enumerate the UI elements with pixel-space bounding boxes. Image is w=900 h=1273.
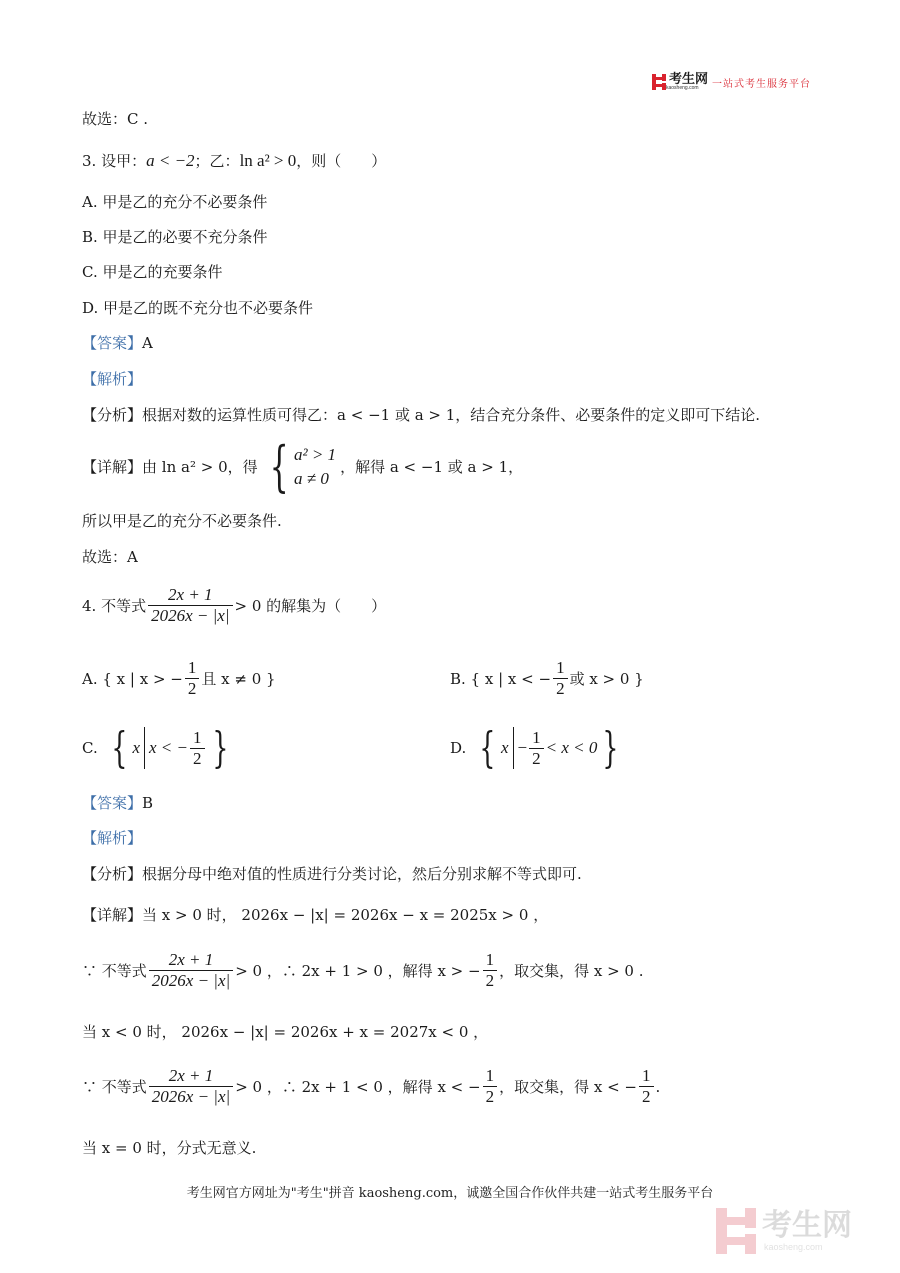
q4-opt-c-body: x < − xyxy=(149,738,188,757)
q4-detail-1 xyxy=(82,905,548,925)
half-num: 1 xyxy=(642,1066,651,1085)
q3-cond-a: a < −2 xyxy=(146,151,195,170)
q3-detail-b: ，解得 a < −1 或 a > 1， xyxy=(340,458,524,476)
q4-opt-d-body-a: − xyxy=(517,738,528,757)
logo-sub: kaosheng.com xyxy=(666,85,699,91)
kaosheng-logo-icon xyxy=(652,74,666,90)
fraction-denominator: 2026x − |x| xyxy=(149,1086,233,1107)
half-den: 2 xyxy=(483,970,498,991)
q4-d4-c: ，取交集，得 x < − xyxy=(499,1077,637,1096)
half-num: 1 xyxy=(556,658,565,677)
half-den: 2 xyxy=(190,748,205,769)
q4-d1: 当 x > 0 时， 2026x − |x| = 2026x − x = 2025x > 0 ， xyxy=(142,906,549,924)
q4-fraction xyxy=(149,950,233,991)
q4-d2-a: ∵ 不等式 xyxy=(82,961,147,980)
q3-option-b: B. 甲是乙的必要不充分条件 xyxy=(82,228,268,246)
q4-detail-5: 当 x = 0 时，分式无意义. xyxy=(82,1139,257,1157)
q3-fenxi xyxy=(82,405,760,425)
q4-option-d xyxy=(450,723,624,772)
q4-opt-d-body-b: < x < 0 xyxy=(545,738,598,757)
q4-answer-value: B xyxy=(142,794,154,812)
q4-opt-a-end: 且 x ≠ 0 } xyxy=(201,669,276,688)
q3-fenxi-tag: 【分析】 xyxy=(82,406,143,424)
q4-opt-b-end: 或 x > 0 } xyxy=(569,669,644,688)
half-fraction xyxy=(639,1066,654,1107)
q3-detail xyxy=(82,435,524,498)
watermark-sub: kaosheng.com xyxy=(764,1242,823,1252)
logo-name: 考生网 xyxy=(669,71,709,86)
left-brace: { xyxy=(479,723,496,772)
q4-d4-d: . xyxy=(655,1077,661,1096)
set-var: x xyxy=(501,738,509,757)
right-brace: } xyxy=(211,723,228,772)
kaosheng-watermark-icon xyxy=(716,1208,756,1254)
fraction-denominator: 2026x − |x| xyxy=(149,970,233,991)
q3-detail-a: 由 ln a² > 0，得 xyxy=(142,458,258,476)
q4-fenxi xyxy=(82,864,582,884)
q3-answer-value: A xyxy=(142,334,153,352)
q4-fraction xyxy=(148,585,232,626)
prev-choice: 故选：C . xyxy=(82,110,149,128)
set-bar xyxy=(513,727,514,769)
q4-fenxi-text: 根据分母中绝对值的性质进行分类讨论，然后分别求解不等式即可. xyxy=(142,865,582,883)
q4-opt-c-label: C. xyxy=(82,739,98,757)
fraction-numerator: 2x + 1 xyxy=(168,585,213,604)
half-den: 2 xyxy=(639,1086,654,1107)
fraction-numerator: 2x + 1 xyxy=(168,950,214,969)
q4-option-c xyxy=(82,723,233,772)
q4-opt-a-text: A. { x | x > − xyxy=(82,669,183,688)
q3-choice: 故选：A xyxy=(82,548,138,566)
half-den: 2 xyxy=(529,748,544,769)
set-var: x xyxy=(132,738,140,757)
q3-option-d: D. 甲是乙的既不充分也不必要条件 xyxy=(82,299,314,317)
watermark xyxy=(716,1208,852,1254)
q3-stem-b: ；乙： xyxy=(194,152,240,170)
q4-stem-a: 4. 不等式 xyxy=(82,596,147,615)
q3-answer-tag: 【答案】 xyxy=(82,334,143,352)
q3-cond-b: ln a² > 0 xyxy=(239,151,297,170)
q4-detail-tag: 【详解】 xyxy=(82,906,143,924)
header-slogan: 一站式考生服务平台 xyxy=(712,78,812,90)
q4-detail-2 xyxy=(82,950,644,991)
q4-d4-a: ∵ 不等式 xyxy=(82,1077,147,1096)
q4-d4-b: > 0 ，∴ 2x + 1 < 0 ，解得 x < − xyxy=(235,1077,481,1096)
fraction-denominator: 2026x − |x| xyxy=(148,605,232,626)
q3-sys-row-2: a ≠ 0 xyxy=(293,469,329,488)
q4-analysis-tag: 【解析】 xyxy=(82,829,143,847)
header-logo xyxy=(652,73,811,91)
q4-answer-tag: 【答案】 xyxy=(82,794,143,812)
q4-answer xyxy=(82,793,153,813)
q3-option-c: C. 甲是乙的充要条件 xyxy=(82,263,223,281)
q4-opt-d-label: D. xyxy=(450,739,467,757)
half-fraction xyxy=(190,728,205,769)
q3-conclusion: 所以甲是乙的充分不必要条件. xyxy=(82,512,282,530)
fraction-numerator: 2x + 1 xyxy=(168,1066,214,1085)
half-fraction xyxy=(185,658,200,699)
q3-stem xyxy=(82,151,386,171)
right-brace: } xyxy=(602,723,619,772)
q4-option-a xyxy=(82,658,276,699)
q4-fenxi-tag: 【分析】 xyxy=(82,865,143,883)
half-fraction xyxy=(483,950,498,991)
half-num: 1 xyxy=(532,727,541,747)
footer-text: 考生网官方网址为"考生"拼音 kaosheng.com，诚邀全国合作伙伴共建一站式考生服务平台 xyxy=(186,1186,714,1201)
left-brace: { xyxy=(269,435,289,498)
q3-fenxi-text: 根据对数的运算性质可得乙：a < −1 或 a > 1，结合充分条件、必要条件的定义即可下结论. xyxy=(142,406,761,424)
q3-detail-tag: 【详解】 xyxy=(82,458,143,476)
half-den: 2 xyxy=(553,678,568,699)
q4-detail-3: 当 x < 0 时， 2026x − |x| = 2026x + x = 2027x < 0 ， xyxy=(82,1023,489,1041)
q4-stem-b: > 0 的解集为（ ） xyxy=(234,596,387,615)
q3-option-a: A. 甲是乙的充分不必要条件 xyxy=(82,193,268,211)
q3-sys-row-1: a² > 1 xyxy=(293,445,337,464)
q4-fraction xyxy=(149,1066,233,1107)
q3-stem-c: ，则（ ） xyxy=(296,152,387,170)
q3-analysis-tag: 【解析】 xyxy=(82,370,143,388)
q4-option-b xyxy=(450,658,644,699)
half-num: 1 xyxy=(485,1066,495,1085)
half-fraction xyxy=(529,728,544,769)
half-num: 1 xyxy=(193,727,202,747)
watermark-name: 考生网 xyxy=(762,1209,852,1242)
q3-answer xyxy=(82,333,153,353)
q4-stem xyxy=(82,585,386,626)
half-num: 1 xyxy=(187,658,197,677)
q4-detail-4 xyxy=(82,1066,660,1107)
half-den: 2 xyxy=(185,678,200,699)
half-fraction xyxy=(483,1066,498,1107)
half-den: 2 xyxy=(483,1086,498,1107)
half-num: 1 xyxy=(485,950,495,969)
q4-d2-b: > 0 ，∴ 2x + 1 > 0 ，解得 x > − xyxy=(235,961,481,980)
q4-d2-c: ，取交集，得 x > 0 . xyxy=(499,961,644,980)
left-brace: { xyxy=(111,723,128,772)
half-fraction xyxy=(553,658,568,699)
set-bar xyxy=(144,727,145,769)
q3-equation-system xyxy=(262,435,337,498)
q4-opt-b-text: B. { x | x < − xyxy=(450,669,552,688)
q3-stem-a: 3. 设甲： xyxy=(82,152,147,170)
